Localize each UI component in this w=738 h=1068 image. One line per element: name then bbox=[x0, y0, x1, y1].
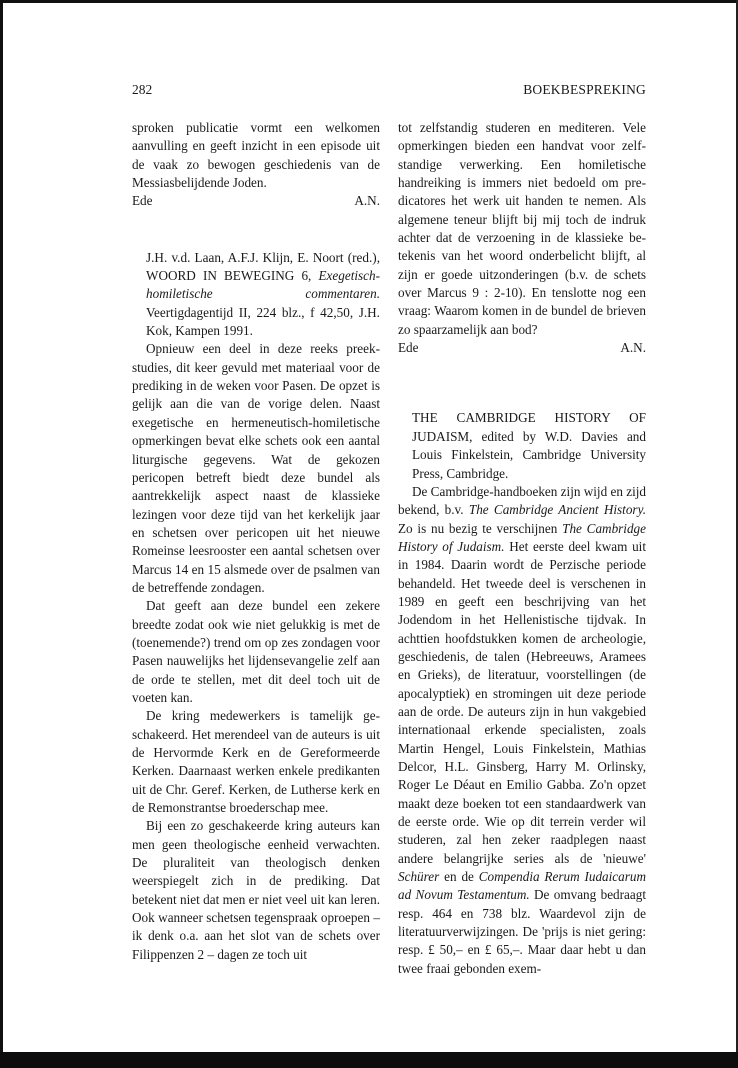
review-price: f 42,50, J.H. Kok, Kampen 1991. bbox=[146, 304, 380, 339]
left-column bbox=[132, 119, 380, 964]
right-column bbox=[398, 119, 646, 978]
left-paragraph-1: sproken publicatie vormt een welkomen aanvulling en geeft inzicht in een episode uit de vaak zo bewogen geschiedenis van de Messiasbelijdende Joden. bbox=[132, 120, 380, 191]
text-run: Zo is nu bezig te verschijnen bbox=[398, 520, 563, 536]
running-head bbox=[132, 80, 646, 100]
right-paragraph-2 bbox=[398, 483, 646, 978]
right-signoff bbox=[398, 339, 646, 357]
text-run: De Cambridge-handboeken zijn wijd en zijd bekend, b.v. bbox=[398, 483, 647, 518]
left-paragraph-3: Dat geeft aan deze bundel een zekere breedte zodat ook wie niet gelukkig is met de (toenemende?) trend om op zes zondagen voor Pasen nauwelijks het lijdensevangelie zelf aan de orde te stellen, met dit deel toch uit de voeten kan. bbox=[132, 598, 380, 705]
text-run: Het eerste deel kwam uit in 1984. Daarin wordt de Perzische periode behandeld. Het tweede deel is verschenen in 1989 en geeft een beschrijving van het Jodendom in het Hellenistische tijdvak. In achttien hoofdstukken komen de archeologie, geschiedenis, de talen (Hebreeuws, Aramees en Grieks), de literatuur, voorstellingen (de apocalyptiek) en stromingen uit deze periode aan de orde. De auteurs zijn in hun vakgebied internationaal erkende specialisten, zoals Martin Hengel, Louis Finkelstein, Mathias Delcor, H.L. Ginsberg, Harry M. Orlinsky, Roger Le Déaut en Emilio Gabba. Zo'n opzet maakt deze boeken tot een standaardwerk van de eerste orde. Wie op dit terrein verder wil studeren, zal hen zeker raadplegen naast andere belangrijke series als de 'nieuwe' bbox=[398, 538, 647, 866]
book-title-compendia: Compendia Rerum Iudaicarum ad Novum Testamentum. bbox=[398, 869, 646, 903]
page-number: 282 bbox=[132, 82, 153, 97]
review-subtitle: Exegetisch-homiletische commentaren. bbox=[146, 268, 380, 302]
text-run: en de bbox=[439, 869, 479, 885]
signoff-place: Ede bbox=[398, 340, 419, 356]
signoff-initials: A.N. bbox=[354, 193, 380, 209]
signoff-place: Ede bbox=[132, 193, 153, 209]
scan-border-top bbox=[0, 0, 738, 3]
scan-border-left bbox=[0, 0, 3, 1068]
review-details: Veertigdagentijd II, 224 blz., bbox=[146, 304, 311, 320]
left-paragraph-5: Bij een zo geschakeerde kring auteurs kan men geen theologische eenheid verwachten. De pluraliteit van theologisch denken weerspiegelt zich in de prediking. Dat betekent niet dat men er niet veel uit kan leren. Ook wanneer schetsen tegenspraak oproepen – ik denk o.a. aan het slot van de schets over Filippenzen 2 – dagen ze toch uit bbox=[132, 818, 380, 962]
review-heading-woord-in-beweging bbox=[132, 249, 380, 341]
book-title-history-of-judaism: The Cambridge History of Judaism. bbox=[398, 520, 647, 554]
left-paragraph-4: De kring medewerkers is tamelijk geschakeerd. Het merendeel van de auteurs is uit de Hervormde Kerk en de Gereformeerde Kerken. Daarnaast werken enkele predikanten uit de Chr. Geref. Kerken, de Lutherse kerk en de Remonstrantse broederschap mee. bbox=[132, 708, 380, 816]
right-paragraph-1: tot zelfstandig studeren en mediteren. Vele opmerkingen bieden een handvat voor zelfstandige verwerking. Een homiletische handreiking is immers niet bedoeld om predicatores het werk uit handen te nemen. Als algemene teneur blijft bij mij toch de indruk achter dat de verzoening in de klassieke betekenis van het woord onderbelicht blijft, al zijn er goede uitzonderingen (b.v. de schets over Marcus 9 : 2-10). En tenslotte nog een vraag: Waarom komen in de bundel de brieven zo spaarzamelijk aan bod? bbox=[398, 120, 646, 337]
review-authors: J.H. v.d. Laan, A.F.J. Klijn, E. Noort (red.), WOORD IN BEWEGING 6, bbox=[146, 249, 380, 284]
section-title: BOEKBESPREKING bbox=[523, 82, 646, 97]
review-heading-cambridge-history: THE CAMBRIDGE HISTORY OF JUDAISM, edited by W.D. Davies and Louis Finkelstein, Cambridge University Press, Cambridge. bbox=[412, 410, 646, 481]
scan-border-bottom bbox=[0, 1052, 738, 1068]
signoff-initials: A.N. bbox=[620, 340, 646, 356]
left-paragraph-2: Opnieuw een deel in deze reeks preekstudies, dit keer gevuld met materiaal voor de prediking in de weken voor Pasen. De opzet is gelijk aan die van de vorige delen. Naast exegetische en hermeneutisch-homiletische opmerkingen bevat elke schets ook een aantal liturgische gegevens. Wat de gekozen pericopen betreft biedt deze bundel als aantrekkelijk aspect naast de klassieke lezingen voor deze tijd van het kerkelijk jaar en schetsen over pericopen uit het nieuwe Romeinse leesrooster een aantal schetsen over Marcus 14 en 15 alsmede over de psalmen van de betreffende zondagen. bbox=[132, 341, 380, 595]
book-title-ancient-history: The Cambridge Ancient History. bbox=[468, 502, 646, 518]
text-run: De omvang bedraagt resp. 464 en 738 blz. Waardevol zijn de literatuurverwijzingen. De 'prijs is niet gering: resp. £ 50,– en £ 65,–. Maar daar hebt u dan twee fraai gebonden exem- bbox=[398, 887, 646, 976]
left-signoff bbox=[132, 192, 380, 210]
book-title-schurer: Schürer bbox=[398, 869, 440, 885]
